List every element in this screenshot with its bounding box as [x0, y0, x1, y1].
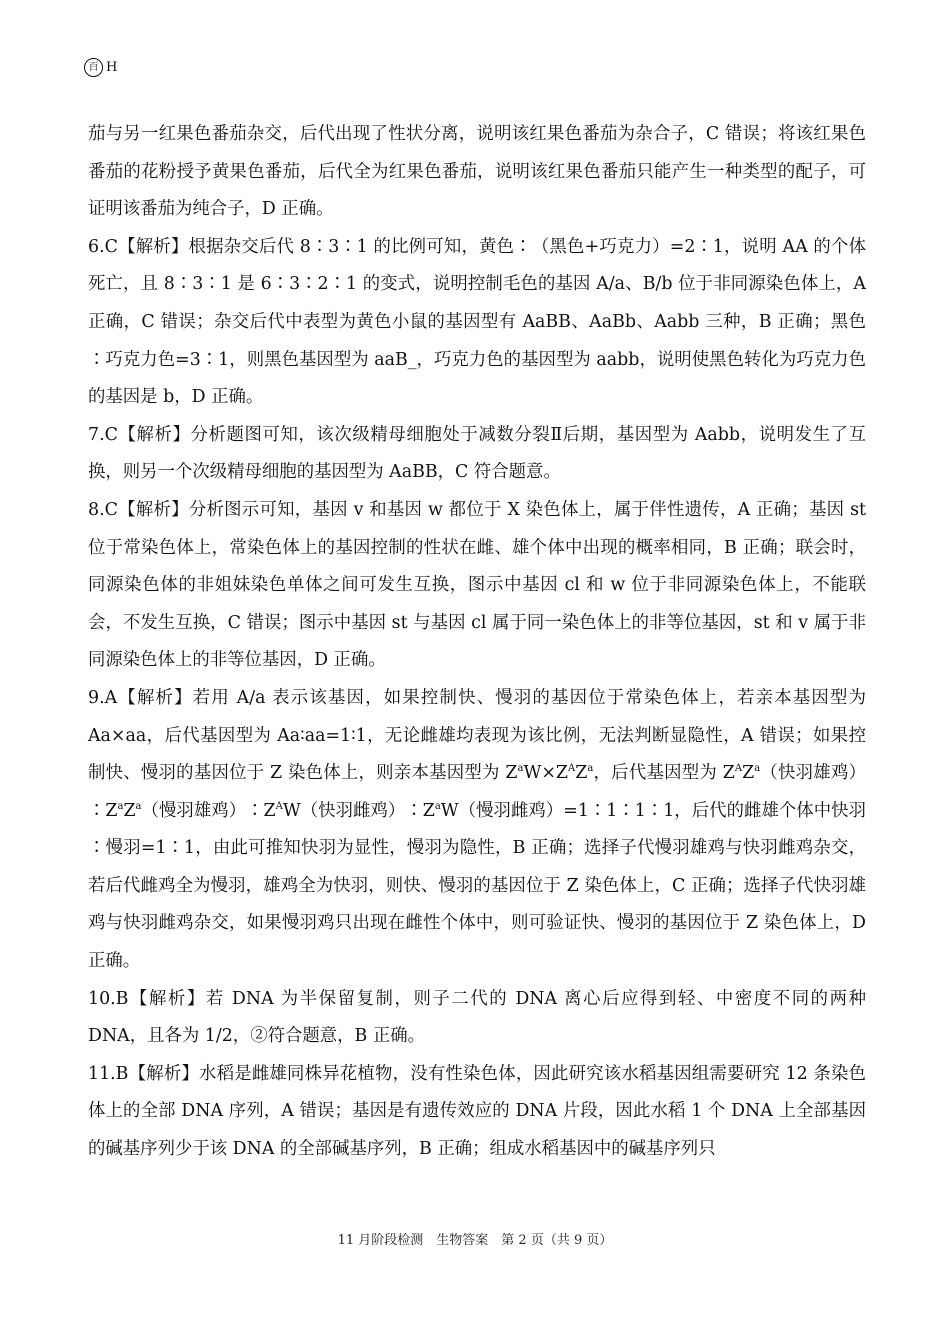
paragraph-answer-7: 7.C【解析】分析题图可知，该次级精母细胞处于减数分裂Ⅱ后期，基因型为 Aabb，说明发生了互换，则另一个次级精母细胞的基因型为 AaBB，C 符合题意。	[88, 424, 866, 483]
paragraph-continuation: 茄与另一红果色番茄杂交，后代出现了性状分离，说明该红果色番茄为杂合子，C 错误；将该红果色番茄的花粉授予黄果色番茄，后代全为红果色番茄，说明该红果色番茄只能产生一种类型的配子，可证明该番茄为纯合子，D 正确。	[88, 124, 866, 220]
page-footer: 11 月阶段检测 生物答案 第 2 页（共 9 页）	[337, 1233, 613, 1248]
paragraph-answer-6: 6.C【解析】根据杂交后代 8∶3∶1 的比例可知，黄色∶（黑色+巧克力）=2∶1，说明 AA 的个体死亡，且 8∶3∶1 是 6∶3∶2∶1 的变式，说明控制毛色的基因 A/a、B/b 位于非同源染色体上，A 正确，C 错误；杂交后代中表型为黄色小鼠的基因型有 AaBB、AaBb、Aabb 三种，B 正确；黑色∶巧克力色=3∶1，则黑色基因型为 aaB_，巧克力色的基因型为 aabb，说明使黑色转化为巧克力色的基因是 b，D 正确。	[88, 236, 866, 408]
paragraph-answer-9: 9.A【解析】若用 A/a 表示该基因，如果控制快、慢羽的基因位于常染色体上，若亲本基因型为 Aa×aa，后代基因型为 Aa∶aa=1∶1，无论雌雄均表现为该比例，无法判断显隐性，A 错误；如果控制快、慢羽的基因位于 Z 染色体上，则亲本基因型为 $Z^aW\times Z^AZ^a$，后代基因型为 $Z^AZ^a$（快羽雄鸡）$∶Z^aZ^a$（慢羽雄鸡）$∶Z^AW$（快羽雌鸡）$∶Z^aW$（慢羽雌鸡）=1∶1∶1∶1，后代的雌雄个体中快羽∶慢羽=1∶1，由此可推知快羽为显性，慢羽为隐性，B 正确；选择子代慢羽雄鸡与快羽雌鸡杂交，若后代雌鸡全为慢羽，雄鸡全为快羽，则快、慢羽的基因位于 Z 染色体上，C 正确；选择子代快羽雄鸡与快羽雌鸡杂交，如果慢羽鸡只出现在雌性个体中，则可验证快、慢羽的基因位于 Z 染色体上，D 正确。	[88, 687, 866, 972]
paragraph-answer-11: 11.B【解析】水稻是雌雄同株异花植物，没有性染色体，因此研究该水稻基因组需要研究 12 条染色体上的全部 DNA 序列，A 错误；基因是有遗传效应的 DNA 片段，因此水稻 1 个 DNA 上全部基因的碱基序列少于该 DNA 的全部碱基序列，B 正确；组成水稻基因中的碱基序列只	[88, 1063, 866, 1160]
logo-letter: H	[106, 60, 118, 75]
paragraph-answer-8: 8.C【解析】分析图示可知，基因 v 和基因 w 都位于 X 染色体上，属于伴性遗传，A 正确；基因 st 位于常染色体上，常染色体上的基因控制的性状在雌、雄个体中出现的概率相同，B 正确；联会时，同源染色体的非姐妹染色单体之间可发生互换，图示中基因 cl 和 w 位于非同源染色体上，不能联会，不发生互换，C 错误；图示中基因 st 与基因 cl 属于同一染色体上的非等位基因，st 和 v 属于非同源染色体上的非等位基因，D 正确。	[88, 499, 866, 671]
answer-content	[88, 116, 866, 1169]
logo-circle-icon: 百	[84, 58, 103, 77]
publisher-logo	[84, 58, 117, 77]
paragraph-answer-10: 10.B【解析】若 DNA 为半保留复制，则子二代的 DNA 离心后应得到轻、中密度不同的两种 DNA，且各为 1/2，②符合题意，B 正确。	[88, 988, 866, 1047]
